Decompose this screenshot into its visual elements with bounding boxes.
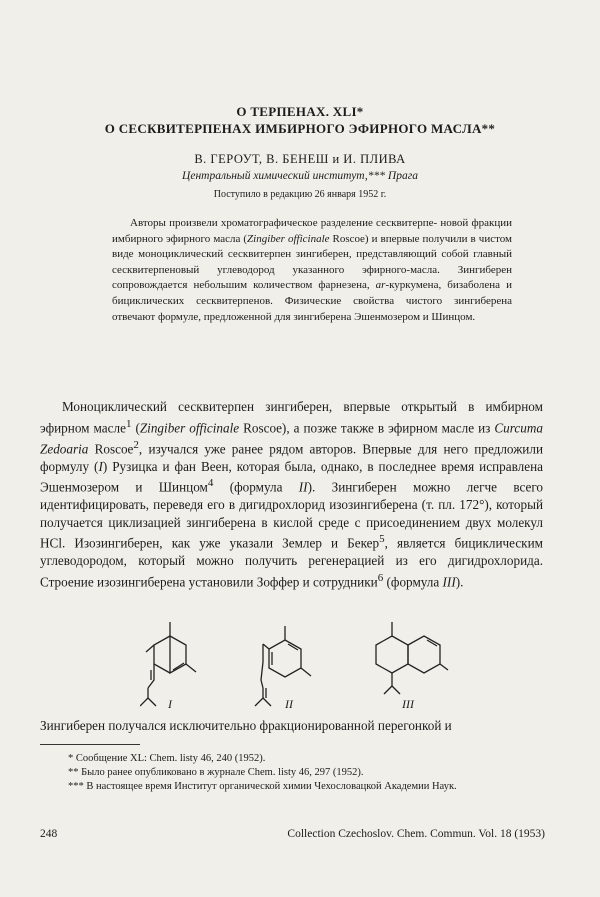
structure-i	[140, 622, 196, 706]
ref-4: 4	[207, 477, 214, 490]
structure-label-ii: II	[285, 697, 293, 711]
journal-citation: Collection Czechoslov. Chem. Commun. Vol. 18 (1953)	[287, 828, 545, 840]
body-text: (	[131, 419, 140, 435]
body-paragraph-2	[40, 717, 543, 735]
body-text: (формула	[213, 479, 299, 495]
structure-iii	[376, 622, 448, 694]
body-text-continued: Зингиберен получался исключительно фракционированной перегонкой и	[40, 718, 452, 733]
body-text: Roscoe	[88, 440, 134, 456]
abstract-ar: ar	[375, 279, 386, 292]
footnotes	[40, 752, 545, 794]
structure-label-iii: III	[402, 697, 414, 711]
page-number: 248	[40, 828, 58, 840]
body-text: ). Зингиберен можно легче всего идентифицировать, переведя его в дигидрохлорид изозингиберена (т. пл. 172°), который получается циклизацией зингиберена в кислой среде с присоединением двух молекул HCl. Изозингиберен, как уже указали Землер и Бекер	[40, 479, 544, 551]
title-line-1: О ТЕРПЕНАХ. XLI*	[236, 104, 364, 119]
body-text: ).	[455, 574, 464, 590]
footnote-1: * Сообщение XL: Chem. listy 46, 240 (1952).	[68, 753, 266, 764]
authors: В. ГЕРОУТ, В. БЕНЕШ и И. ПЛИВА	[194, 152, 406, 166]
ref-1: 1	[125, 417, 132, 430]
body-text: Моноциклический сесквитерпен зингиберен, впервые открытый в имбирном эфирном масле	[40, 399, 543, 435]
ref-5: 5	[379, 533, 385, 546]
footnote-3: *** В настоящее время Институт органической химии Чехословацкой Академии Наук.	[68, 781, 457, 792]
institute: Центральный химический институт,*** Прага	[182, 170, 418, 182]
abstract	[112, 216, 512, 325]
received-date: Поступило в редакцию 26 января 1952 г.	[213, 189, 387, 200]
body-paragraph-1	[40, 398, 543, 591]
ref-2: 2	[133, 438, 139, 451]
abstract-text-4: -куркумена, бизаболена и бициклических сесквитерпенов. Физические свойства чистого зингиберена отвечают формуле, предложенной для зингиберена Эшенмозером и Шинцом.	[112, 279, 512, 323]
footnote-2: ** Было ранее опубликовано в журнале Chem. listy 46, 297 (1952).	[68, 767, 364, 778]
title-line-2: О СЕСКВИТЕРПЕНАХ ИМБИРНОГО ЭФИРНОГО МАСЛА**	[104, 121, 496, 136]
chemical-structures	[140, 622, 460, 712]
abstract-text-3: Roscoe) и впервые получили в чистом виде моноциклический сесквитерпен зингиберен, представляющий собой главный сесквитерпеновый углеводород указанного эфирного-масла. Зингиберен сопровождается небольшим количеством фарнезена,	[112, 232, 512, 292]
footnote-divider	[40, 744, 140, 745]
body-italic: Zingiber officinale	[139, 419, 240, 435]
abstract-text-1: Авторы произвели хроматографическое разделение сесквитерпе-	[130, 217, 438, 229]
abstract-text-2: новой фракции имбирного эфирного масла (	[112, 217, 512, 245]
structure-ii	[255, 626, 311, 706]
structure-label-i: I	[168, 697, 172, 711]
body-italic: Curcuma Zedoaria	[40, 419, 543, 456]
body-text: ) Рузицка и фан Веен, которая была, однако, в последнее время исправлена Эшенмозером и Шинцом	[40, 458, 543, 495]
body-italic: II	[298, 479, 308, 495]
body-text: Roscoe), а позже также в эфирном масле из	[239, 419, 495, 435]
abstract-species: Zingiber officinale	[247, 232, 330, 245]
body-text: , изучался уже ранее рядом авторов. Впервые для него предложили формулу (	[40, 440, 543, 474]
body-text: , является бициклическим углеводородом, который можно получить регенерацией из его дигидрохлорида. Строение изозингиберена установили Зоффер и сотрудники	[40, 535, 543, 590]
body-italic: III	[442, 574, 456, 590]
ref-6: 6	[377, 571, 384, 584]
body-text: (формула	[383, 574, 443, 590]
body-italic: I	[98, 458, 103, 474]
